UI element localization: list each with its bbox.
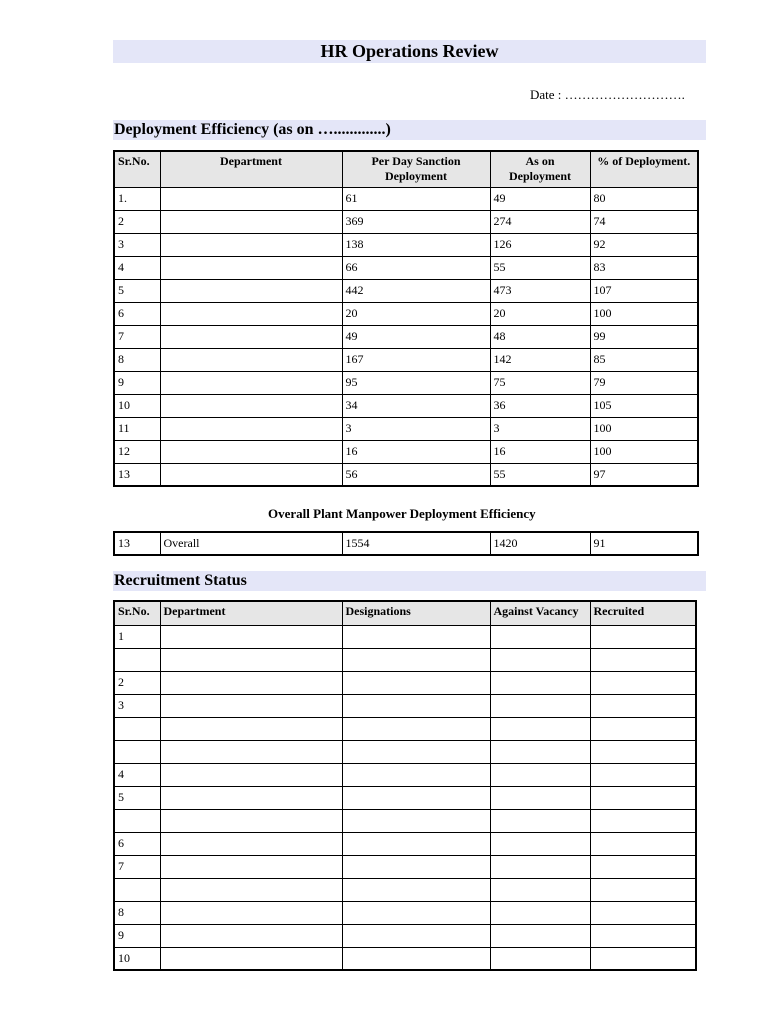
table-cell	[590, 671, 696, 694]
table-cell: 13	[114, 463, 160, 486]
table-cell: 442	[342, 279, 490, 302]
table-cell	[490, 901, 590, 924]
table-cell	[590, 740, 696, 763]
table-row	[114, 279, 698, 302]
table-cell	[490, 924, 590, 947]
table-cell: 3	[114, 694, 160, 717]
table-cell: 10	[114, 947, 160, 970]
table-cell	[590, 947, 696, 970]
table-cell: 1420	[490, 532, 590, 555]
table-cell: 16	[342, 440, 490, 463]
table-cell	[160, 809, 342, 832]
table-cell: 1.	[114, 187, 160, 210]
table-cell	[490, 855, 590, 878]
table-cell: 4	[114, 256, 160, 279]
table-cell: 99	[590, 325, 698, 348]
table-cell	[160, 763, 342, 786]
table-cell	[590, 717, 696, 740]
table-cell: 91	[590, 532, 698, 555]
table-cell	[590, 648, 696, 671]
table-cell	[342, 763, 490, 786]
table-cell	[342, 694, 490, 717]
table-cell: 9	[114, 924, 160, 947]
table-cell	[490, 740, 590, 763]
table-cell: 274	[490, 210, 590, 233]
table-cell: 55	[490, 463, 590, 486]
table-row	[114, 463, 698, 486]
table-cell	[114, 648, 160, 671]
table-row	[114, 371, 698, 394]
table-cell: 16	[490, 440, 590, 463]
table-cell	[160, 671, 342, 694]
table-cell	[160, 440, 342, 463]
table-row	[114, 187, 698, 210]
table-cell	[590, 855, 696, 878]
table-cell	[590, 625, 696, 648]
table-cell	[342, 947, 490, 970]
table-row	[114, 233, 698, 256]
column-header-as-on: As on Deployment	[490, 151, 590, 187]
table-cell	[490, 832, 590, 855]
table-cell	[160, 740, 342, 763]
table-cell: 2	[114, 671, 160, 694]
table-cell	[342, 648, 490, 671]
table-cell: 13	[114, 532, 160, 555]
table-row	[114, 786, 696, 809]
table-cell	[342, 901, 490, 924]
table-cell: 20	[342, 302, 490, 325]
table-cell: 10	[114, 394, 160, 417]
table-row	[114, 809, 696, 832]
table-cell	[342, 740, 490, 763]
table-cell: 107	[590, 279, 698, 302]
table-cell: 49	[342, 325, 490, 348]
column-header-against-vacancy: Against Vacancy	[490, 601, 590, 625]
table-cell	[160, 394, 342, 417]
table-cell: 138	[342, 233, 490, 256]
table-cell: 126	[490, 233, 590, 256]
column-header-recruited: Recruited	[590, 601, 696, 625]
table-cell	[342, 832, 490, 855]
page-title: HR Operations Review	[113, 40, 706, 63]
recruitment-table	[113, 600, 697, 971]
table-cell	[160, 901, 342, 924]
table-cell: 8	[114, 901, 160, 924]
table-row	[114, 901, 696, 924]
table-cell	[160, 694, 342, 717]
table-cell: 6	[114, 302, 160, 325]
table-cell	[590, 763, 696, 786]
table-row	[114, 878, 696, 901]
table-cell	[490, 786, 590, 809]
table-row	[114, 924, 696, 947]
table-cell: 9	[114, 371, 160, 394]
table-cell: 11	[114, 417, 160, 440]
table-cell: 1	[114, 625, 160, 648]
table-cell: 92	[590, 233, 698, 256]
table-row	[114, 302, 698, 325]
table-cell	[490, 671, 590, 694]
table-row	[114, 947, 696, 970]
table-cell: 80	[590, 187, 698, 210]
table-cell: 6	[114, 832, 160, 855]
table-cell	[490, 947, 590, 970]
table-cell	[160, 233, 342, 256]
table-cell: 49	[490, 187, 590, 210]
table-row	[114, 648, 696, 671]
table-cell: 83	[590, 256, 698, 279]
table-row	[114, 440, 698, 463]
table-row	[114, 417, 698, 440]
table-cell: 4	[114, 763, 160, 786]
table-cell	[114, 809, 160, 832]
table-cell	[342, 671, 490, 694]
table-cell: 100	[590, 440, 698, 463]
table-cell	[590, 809, 696, 832]
column-header-srno: Sr.No.	[114, 601, 160, 625]
table-cell: 48	[490, 325, 590, 348]
table-cell	[590, 786, 696, 809]
overall-caption: Overall Plant Manpower Deployment Efficiency	[268, 506, 536, 521]
table-cell: 473	[490, 279, 590, 302]
column-header-department: Department	[160, 151, 342, 187]
table-row	[114, 394, 698, 417]
deployment-table	[113, 150, 699, 487]
column-header-percent: % of Deployment.	[590, 151, 698, 187]
table-cell: 105	[590, 394, 698, 417]
table-cell	[342, 717, 490, 740]
table-row	[114, 256, 698, 279]
table-cell: 3	[342, 417, 490, 440]
table-cell	[114, 878, 160, 901]
table-cell: 100	[590, 417, 698, 440]
table-cell: 1554	[342, 532, 490, 555]
table-row	[114, 348, 698, 371]
table-cell	[590, 878, 696, 901]
table-header-row	[114, 151, 698, 187]
table-row	[114, 832, 696, 855]
table-cell	[114, 740, 160, 763]
deployment-section-heading: Deployment Efficiency (as on ….............)	[113, 120, 706, 140]
table-cell	[160, 325, 342, 348]
table-cell	[490, 648, 590, 671]
table-row	[114, 325, 698, 348]
table-cell	[160, 878, 342, 901]
table-cell	[342, 878, 490, 901]
table-cell: 100	[590, 302, 698, 325]
table-row	[114, 717, 696, 740]
table-cell: 61	[342, 187, 490, 210]
table-cell	[160, 279, 342, 302]
table-cell: 3	[490, 417, 590, 440]
table-row	[114, 694, 696, 717]
table-cell	[160, 625, 342, 648]
table-cell: 97	[590, 463, 698, 486]
table-cell	[160, 717, 342, 740]
table-row	[114, 210, 698, 233]
table-cell	[160, 371, 342, 394]
table-cell: 5	[114, 786, 160, 809]
table-cell: 3	[114, 233, 160, 256]
overall-table	[113, 531, 699, 556]
table-cell: 2	[114, 210, 160, 233]
table-cell	[160, 947, 342, 970]
table-cell: 5	[114, 279, 160, 302]
table-cell	[490, 763, 590, 786]
table-row	[114, 671, 696, 694]
table-cell	[490, 809, 590, 832]
table-row	[114, 740, 696, 763]
table-cell: 79	[590, 371, 698, 394]
table-cell	[114, 717, 160, 740]
column-header-designations: Designations	[342, 601, 490, 625]
table-cell	[160, 786, 342, 809]
table-cell	[160, 855, 342, 878]
table-cell: 85	[590, 348, 698, 371]
table-row	[114, 625, 696, 648]
table-cell	[342, 924, 490, 947]
table-cell	[590, 832, 696, 855]
table-cell	[160, 463, 342, 486]
table-cell	[160, 924, 342, 947]
table-row	[114, 763, 696, 786]
table-cell	[160, 187, 342, 210]
table-cell: 12	[114, 440, 160, 463]
column-header-srno: Sr.No.	[114, 151, 160, 187]
table-cell: 20	[490, 302, 590, 325]
table-cell: 167	[342, 348, 490, 371]
table-cell: 75	[490, 371, 590, 394]
table-cell	[342, 625, 490, 648]
table-cell	[160, 210, 342, 233]
table-cell: 142	[490, 348, 590, 371]
table-cell	[160, 832, 342, 855]
table-cell	[590, 924, 696, 947]
table-cell	[490, 625, 590, 648]
table-cell	[160, 256, 342, 279]
table-cell	[590, 901, 696, 924]
table-cell: 8	[114, 348, 160, 371]
table-cell	[342, 809, 490, 832]
table-cell: 34	[342, 394, 490, 417]
table-row	[114, 532, 698, 555]
date-field: Date : ……………………….	[530, 87, 685, 102]
table-cell: 95	[342, 371, 490, 394]
table-cell: 74	[590, 210, 698, 233]
recruitment-section-heading: Recruitment Status	[113, 571, 706, 591]
table-cell	[342, 855, 490, 878]
table-cell	[490, 717, 590, 740]
table-cell: 66	[342, 256, 490, 279]
table-cell	[590, 694, 696, 717]
table-cell: 55	[490, 256, 590, 279]
table-cell	[490, 694, 590, 717]
table-cell: 369	[342, 210, 490, 233]
table-cell	[160, 302, 342, 325]
table-cell: 56	[342, 463, 490, 486]
table-cell	[160, 417, 342, 440]
table-cell: 36	[490, 394, 590, 417]
table-cell	[160, 648, 342, 671]
table-header-row	[114, 601, 696, 625]
table-cell	[490, 878, 590, 901]
table-cell: 7	[114, 325, 160, 348]
column-header-department: Department	[160, 601, 342, 625]
table-cell	[342, 786, 490, 809]
table-row	[114, 855, 696, 878]
column-header-sanction: Per Day Sanction Deployment	[342, 151, 490, 187]
table-cell: Overall	[160, 532, 342, 555]
table-cell: 7	[114, 855, 160, 878]
table-cell	[160, 348, 342, 371]
